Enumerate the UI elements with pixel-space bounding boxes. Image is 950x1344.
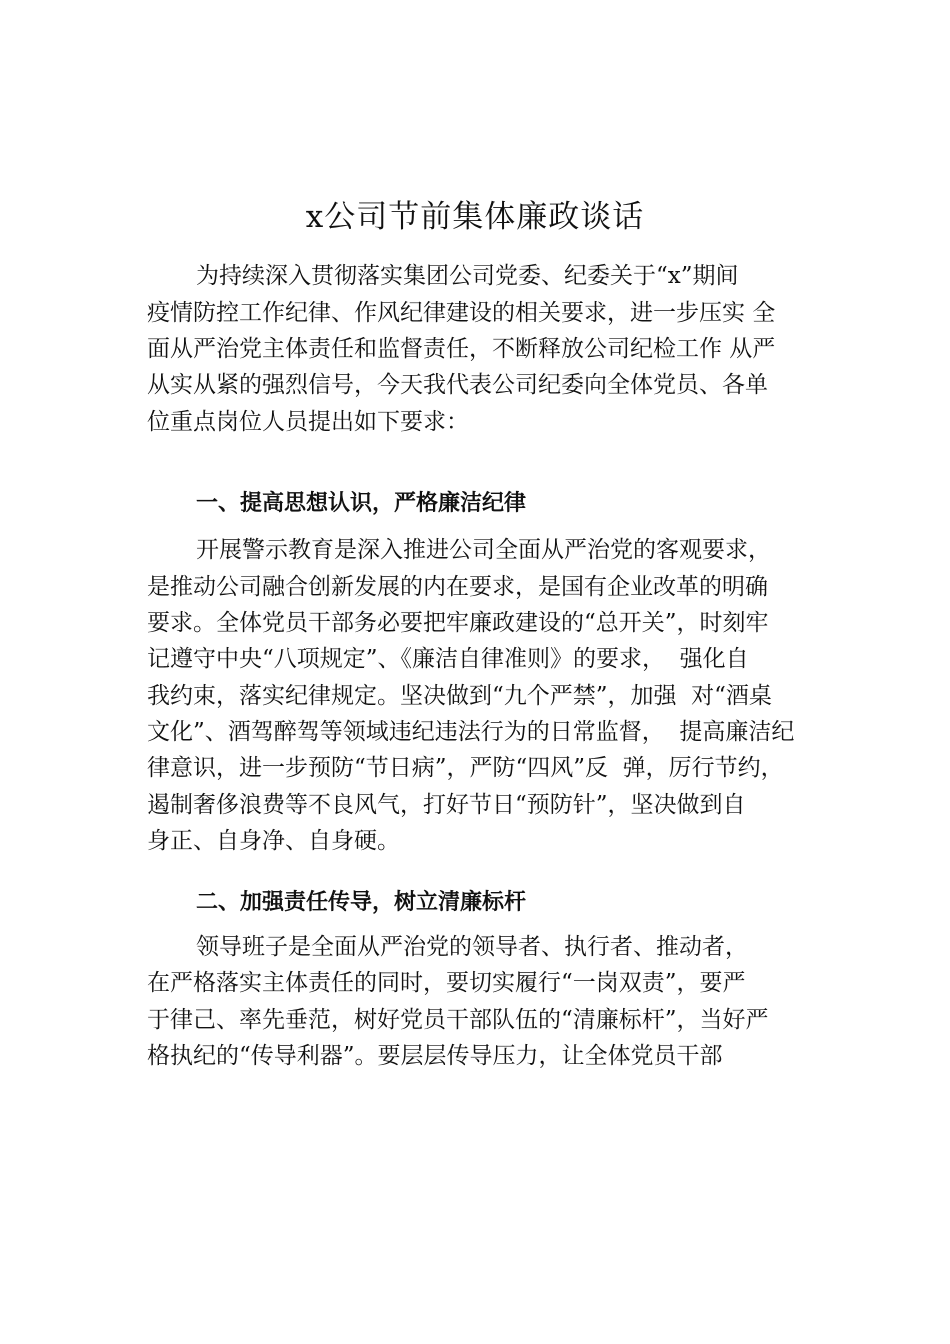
paragraph-line: 是推动公司融合创新发展的内在要求，是国有企业改革的明确 bbox=[147, 574, 768, 600]
paragraph-line: 我约束，落实纪律规定。坚决做到“九个严禁”，加强 对“酒桌 bbox=[147, 683, 772, 709]
paragraph-line: 格执纪的“传导利器”。要层层传导压力，让全体党员干部 bbox=[147, 1043, 723, 1069]
document-title: x公司节前集体廉政谈话 bbox=[305, 199, 645, 235]
paragraph-line: 文化”、酒驾醉驾等领域违纪违法行为的日常监督， 提高廉洁纪 bbox=[147, 719, 795, 745]
paragraph-line: 领导班子是全面从严治党的领导者、执行者、推动者， bbox=[196, 934, 748, 960]
paragraph-line: 于律己、率先垂范，树好党员干部队伍的“清廉标杆”，当好严 bbox=[147, 1007, 769, 1033]
paragraph-line: 位重点岗位人员提出如下要求： bbox=[147, 409, 469, 435]
paragraph-line: 记遵守中央“八项规定”、《廉洁自律准则》的要求， 强化自 bbox=[147, 646, 749, 672]
paragraph-line: 身正、自身净、自身硬。 bbox=[147, 828, 400, 854]
paragraph-line: 为持续深入贯彻落实集团公司党委、纪委关于“x”期间 bbox=[196, 263, 739, 289]
paragraph-line: 从实从紧的强烈信号，今天我代表公司纪委向全体党员、各单 bbox=[147, 372, 768, 398]
paragraph-line: 在严格落实主体责任的同时，要切实履行“一岗双责”，要严 bbox=[147, 970, 746, 996]
paragraph-line: 要求。全体党员干部务必要把牢廉政建设的“总开关”，时刻牢 bbox=[147, 610, 769, 636]
paragraph-line: 遏制奢侈浪费等不良风气，打好节日“预防针”，坚决做到自 bbox=[147, 792, 746, 818]
paragraph-line: 面从严治党主体责任和监督责任，不断释放公司纪检工作 从严 bbox=[147, 336, 776, 362]
paragraph-line: 开展警示教育是深入推进公司全面从严治党的客观要求， bbox=[196, 537, 771, 563]
paragraph-line: 律意识，进一步预防“节日病”，严防“四风”反 弹，厉行节约， bbox=[147, 755, 784, 781]
section-heading: 二、加强责任传导，树立清廉标杆 bbox=[196, 890, 527, 915]
paragraph-line: 疫情防控工作纪律、作风纪律建设的相关要求，进一步压实 全 bbox=[147, 300, 776, 326]
section-heading: 一、提高思想认识，严格廉洁纪律 bbox=[196, 491, 527, 516]
